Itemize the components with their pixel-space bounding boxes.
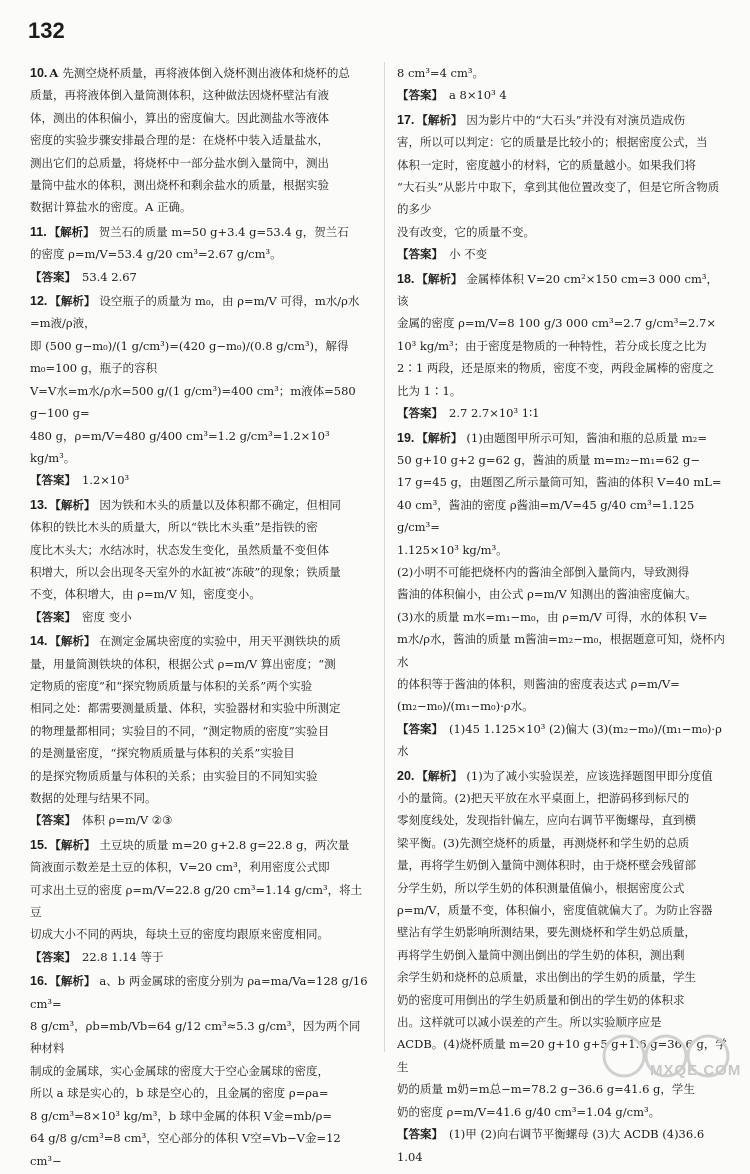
line-text: 奶的密度可用倒出的学生奶质量和倒出的学生奶的体积求 <box>397 992 685 1007</box>
answer-label: 【答案】 <box>30 609 76 624</box>
analysis-tag: 【解析】 <box>49 974 96 989</box>
text-line <box>397 832 727 854</box>
line-text: 没有改变，它的质量不变。 <box>397 224 535 239</box>
answer-label: 【答案】 <box>397 721 443 736</box>
answer-label: 【答案】 <box>397 247 443 262</box>
text-line <box>397 854 727 876</box>
analysis-tag: 【解析】 <box>416 768 463 783</box>
text-line <box>397 109 727 131</box>
line-text: 金属的密度 ρ=m/V=8 100 g/3 000 cm³=2.7 g/cm³=2.7× <box>397 316 716 331</box>
analysis-tag: 【解析】 <box>416 430 463 445</box>
text-line <box>397 809 727 831</box>
line-text: 余学生奶和烧杯的总质量，求出倒出的学生奶的质量，学生 <box>397 970 696 985</box>
line-text: a、b 两金属球的密度分别为 ρa=ma/Va=128 g/16 cm³= <box>30 974 368 1011</box>
line-text: 数据的处理与结果不同。 <box>30 791 157 805</box>
line-text: ACDB。(4)烧杯质量 m=20 g+10 g+5 g+1.6 g=36.6 g，学生 <box>397 1037 727 1074</box>
answer-line <box>30 946 370 968</box>
line-text: 度比木头大；水结冰时，状态发生变化，虽然质量不变但体 <box>30 542 329 557</box>
text-line <box>397 966 727 988</box>
line-text: 的体积等于酱油的体积，则酱油的密度表达式 ρ=m/V= <box>397 676 680 691</box>
text-line <box>30 879 370 924</box>
line-text: 相同之处：都需要测量质量、体积，实验器材和实验中所测定 <box>30 701 341 716</box>
answer-item <box>30 62 370 219</box>
line-text: 奶的密度 ρ=m/V=41.6 g/40 cm³=1.04 g/cm³。 <box>397 1104 661 1119</box>
answer-value: a 8×10³ 4 <box>449 88 507 103</box>
text-line <box>30 1105 370 1127</box>
answer-label: 【答案】 <box>30 813 76 828</box>
line-text: (1)由题图甲所示可知，酱油和瓶的总质量 m₂= <box>466 430 707 445</box>
question-number: 10. <box>30 66 48 80</box>
answer-line <box>397 84 727 106</box>
text-line <box>30 720 370 742</box>
text-line <box>30 221 370 243</box>
text-line <box>397 877 727 899</box>
text-line <box>30 1127 370 1172</box>
analysis-tag: 【解析】 <box>416 271 463 286</box>
line-text: 零刻度线处，发现指针偏左，应向右调节平衡螺母，直到横 <box>397 813 696 828</box>
text-line <box>30 494 370 516</box>
text-line <box>30 765 370 787</box>
line-text: 40 cm³，酱油的密度 ρ酱油=m/V=45 g/40 cm³=1.125 g/cm³= <box>397 497 695 535</box>
line-text: 数据计算盐水的密度。A 正确。 <box>30 200 192 215</box>
line-text: 切成大小不同的两块，每块土豆的密度均跟原来密度相同。 <box>30 927 329 942</box>
answer-value: 1.2×10³ <box>82 473 130 488</box>
line-text: 比为 1∶1。 <box>397 383 462 398</box>
text-line <box>30 653 370 675</box>
answer-line <box>30 606 370 628</box>
line-text: 64 g/8 g/cm³=8 cm³，空心部分的体积 V空=Vb−V金=12 cm³− <box>30 1131 341 1168</box>
text-line <box>30 970 370 1015</box>
text-line <box>30 539 370 561</box>
question-number: 12. <box>30 294 48 309</box>
answer-value: (1)甲 (2)向右调节平衡螺母 (3)大 ACDB (4)36.6 1.04 <box>397 1127 705 1164</box>
line-text: 8 g/cm³=8×10³ kg/m³，b 球中金属的体积 V金=mb/ρ= <box>30 1108 333 1123</box>
answer-line <box>397 1123 727 1168</box>
answer-line <box>397 718 727 763</box>
answer-label: 【答案】 <box>397 88 443 103</box>
line-text: 体，测出的体积偏小，算出的密度偏大。因此测盐水等液体 <box>30 110 329 125</box>
text-line <box>30 196 370 218</box>
text-line <box>30 152 370 174</box>
text-line <box>30 787 370 809</box>
text-line <box>30 84 370 106</box>
line-text: 积增大，所以会出现冬天室外的水缸被“冻破”的现象；铁质量 <box>30 564 341 579</box>
line-text: “大石头”从影片中取下，拿到其他位置改变了，但是它所含物质的多少 <box>397 180 720 217</box>
answer-item <box>30 290 370 492</box>
line-text: (1)为了减小实验误差，应该选择题图甲即分度值 <box>466 768 713 783</box>
analysis-tag: A <box>49 66 59 80</box>
line-text: 奶的质量 m奶=m总−m=78.2 g−36.6 g=41.6 g，学生 <box>397 1082 695 1097</box>
line-text: 50 g+10 g+2 g=62 g，酱油的质量 m=m₂−m₁=62 g− <box>397 452 700 467</box>
text-line <box>397 539 727 561</box>
text-line <box>30 129 370 151</box>
answer-line <box>397 243 727 265</box>
answer-item <box>30 494 370 628</box>
question-number: 17. <box>397 112 415 127</box>
text-line <box>30 675 370 697</box>
line-text: 先测空烧杯质量，再将液体倒入烧杯测出液体和烧杯的总 <box>62 66 350 80</box>
line-text: 可求出土豆的密度 ρ=m/V=22.8 g/20 cm³=1.14 g/cm³，将土豆 <box>30 882 363 920</box>
answer-item <box>397 427 727 763</box>
text-line <box>397 765 727 787</box>
left-column <box>30 62 370 1174</box>
answer-item <box>30 221 370 288</box>
answer-value: 53.4 2.67 <box>82 269 137 284</box>
text-line <box>397 335 727 357</box>
line-text: 的是测量密度，“探究物质质量与体积的关系”实验目 <box>30 746 295 761</box>
text-line <box>30 630 370 652</box>
line-text: 出。这样就可以减小误差的产生。所以实验顺序应是 <box>397 1015 662 1030</box>
answer-label: 【答案】 <box>30 269 76 284</box>
text-line <box>397 62 727 84</box>
line-text: 土豆块的质量 m=20 g+2.8 g=22.8 g，两次量 <box>99 837 350 852</box>
answer-line <box>397 402 727 424</box>
line-text: 梁平衡。(3)先测空烧杯的质量，再测烧杯和学生奶的总质 <box>397 835 690 850</box>
line-text: 不变，体积增大，由 ρ=m/V 知，密度变小。 <box>30 587 261 602</box>
text-line <box>30 425 370 470</box>
answer-item <box>30 630 370 832</box>
line-text: 密度的实验步骤安排最合理的是：在烧杯中装入适量盐水， <box>30 133 329 148</box>
text-line <box>30 583 370 605</box>
answer-item <box>397 62 727 107</box>
text-line <box>30 62 370 84</box>
text-line <box>397 628 727 673</box>
question-number: 15. <box>30 837 48 852</box>
text-line <box>397 380 727 402</box>
text-line <box>30 834 370 856</box>
line-text: (m₂−m₀)/(m₁−m₀)·ρ水。 <box>397 699 534 714</box>
answer-value: 体积 ρ=m/V ②③ <box>82 813 173 828</box>
line-text: 小的量筒。(2)把天平放在水平桌面上，把游码移到标尺的 <box>397 791 690 805</box>
line-text: 定物质的密度”和“探究物质质量与体积的关系”两个实验 <box>30 678 313 693</box>
text-line <box>397 1101 727 1123</box>
line-text: 在测定金属块密度的实验中，用天平测铁块的质 <box>99 634 341 649</box>
question-number: 16. <box>30 974 48 989</box>
question-number: 13. <box>30 497 48 512</box>
line-text: 因为铁和木头的质量以及体积都不确定，但相同 <box>99 497 341 512</box>
text-line <box>397 221 727 243</box>
answer-value: 2.7 2.7×10³ 1∶1 <box>449 406 540 421</box>
text-line <box>30 856 370 878</box>
answer-line <box>30 809 370 831</box>
answer-label: 【答案】 <box>397 406 443 421</box>
column-divider <box>384 62 385 1052</box>
text-line <box>30 561 370 583</box>
text-line <box>397 357 727 379</box>
line-text: 17 g=45 g，由题图乙所示量筒可知，酱油的体积 V=40 mL= <box>397 475 722 490</box>
line-text: 的密度 ρ=m/V=53.4 g/20 cm³=2.67 g/cm³。 <box>30 247 282 262</box>
analysis-tag: 【解析】 <box>416 112 463 127</box>
text-line <box>397 176 727 221</box>
text-line <box>397 427 727 449</box>
text-line <box>397 312 727 334</box>
line-text: 体积一定时，密度越小的材料，它的质量越小。如果我们将 <box>397 157 696 172</box>
line-text: ρ=m/V，质量不变，体积偏小，密度值就偏大了。为防止容器 <box>397 903 713 918</box>
line-text: 10³ kg/m³；由于密度是物质的一种特性，若分成长度之比为 <box>397 338 707 353</box>
right-column <box>397 62 727 1170</box>
text-line <box>30 1082 370 1104</box>
answer-item <box>397 109 727 266</box>
question-number: 14. <box>30 634 48 649</box>
text-line <box>397 471 727 493</box>
answer-item <box>30 970 370 1172</box>
text-line <box>397 494 727 539</box>
text-line <box>397 583 727 605</box>
text-line <box>30 290 370 335</box>
analysis-tag: 【解析】 <box>49 497 96 512</box>
text-line <box>397 449 727 471</box>
line-text: (2)小明不可能把烧杯内的酱油全部倒入量筒内，导致测得 <box>397 564 690 579</box>
line-text: 8 g/cm³，ρb=mb/Vb=64 g/12 cm³≈5.3 g/cm³，因为两个同种材料 <box>30 1019 361 1056</box>
line-text: 测出它们的总质量，将烧杯中一部分盐水倒入量筒中，测出 <box>30 155 329 170</box>
line-text: 1.125×10³ kg/m³。 <box>397 542 508 557</box>
answer-value: 小 不变 <box>449 247 488 262</box>
line-text: 所以 a 球是实心的，b 球是空心的，且金属的密度 ρ=ρa= <box>30 1086 329 1101</box>
line-text: 480 g，ρ=m/V=480 g/400 cm³=1.2 g/cm³=1.2×10³ kg/m³。 <box>30 428 330 465</box>
line-text: (3)水的质量 m水=m₁−m₀，由 ρ=m/V 可得，水的体积 V= <box>397 609 708 624</box>
text-line <box>397 899 727 921</box>
line-text: 壁沾有学生奶影响所测结果，要先测烧杯和学生奶总质量， <box>397 925 696 940</box>
line-text: 8 cm³=4 cm³。 <box>397 66 484 80</box>
page-number: 132 <box>28 18 65 43</box>
question-number: 18. <box>397 271 415 286</box>
text-line <box>397 695 727 717</box>
text-line <box>397 561 727 583</box>
line-text: 质量，再将液体倒入量筒测体积，这种做法因烧杯壁沾有液 <box>30 88 329 103</box>
line-text: 贺兰石的质量 m=50 g+3.4 g=53.4 g，贺兰石 <box>98 224 349 239</box>
line-text: 制成的金属球，实心金属球的密度大于空心金属球的密度， <box>30 1063 329 1078</box>
line-text: 即 (500 g−m₀)/(1 g/cm³)=(420 g−m₀)/(0.8 g/cm³)，解得 m₀=100 g，瓶子的容积 <box>30 338 349 376</box>
text-line <box>397 787 727 809</box>
text-line <box>30 335 370 380</box>
line-text: 的是探究物质质量与体积的关系；由实验目的不同知实验 <box>30 768 318 783</box>
line-text: 金属棒体积 V=20 cm²×150 cm=3 000 cm³，该 <box>397 271 718 309</box>
text-line <box>30 1060 370 1082</box>
text-line <box>30 742 370 764</box>
text-line <box>397 131 727 153</box>
text-line <box>30 516 370 538</box>
answer-value: 密度 变小 <box>82 609 132 624</box>
text-line <box>397 268 727 313</box>
answer-value: (1)45 1.125×10³ (2)偏大 (3)(m₂−m₀)/(m₁−m₀)·ρ水 <box>397 721 722 759</box>
text-line <box>397 989 727 1011</box>
text-line <box>30 243 370 265</box>
question-number: 11. <box>30 224 47 239</box>
line-text: 酱油的体积偏小，由公式 ρ=m/V 知测出的酱油密度偏大。 <box>397 587 697 602</box>
answer-item <box>397 765 727 1168</box>
analysis-tag: 【解析】 <box>49 634 96 649</box>
text-line <box>30 380 370 425</box>
line-text: 筒液面示数差是土豆的体积，V=20 cm³，利用密度公式即 <box>30 860 330 875</box>
line-text: 分学生奶，所以学生奶的体积测量值偏小，根据密度公式 <box>397 880 685 895</box>
answer-value: 22.8 1.14 等于 <box>82 949 164 964</box>
line-text: 量，用量筒测铁块的体积，根据公式 ρ=m/V 算出密度；“测 <box>30 656 336 671</box>
answer-label: 【答案】 <box>397 1127 443 1142</box>
answer-label: 【答案】 <box>30 473 76 488</box>
line-text: 害，所以可以判定：它的质量是比较小的；根据密度公式，当 <box>397 135 708 150</box>
text-line <box>30 1015 370 1060</box>
line-text: 量筒中盐水的体积，测出烧杯和剩余盐水的质量，根据实验 <box>30 178 329 193</box>
analysis-tag: 【解析】 <box>49 837 96 852</box>
question-number: 19. <box>397 430 415 445</box>
text-line <box>397 921 727 943</box>
text-line <box>30 697 370 719</box>
answer-item <box>30 834 370 968</box>
analysis-tag: 【解析】 <box>49 294 96 309</box>
answer-item <box>397 268 727 425</box>
text-line <box>397 673 727 695</box>
line-text: 体积的铁比木头的质量大，所以“铁比木头重”是指铁的密 <box>30 520 318 535</box>
watermark-text: MXQE.COM <box>650 1062 742 1079</box>
answer-line <box>30 469 370 491</box>
answer-line <box>30 266 370 288</box>
question-number: 20. <box>397 768 415 783</box>
line-text: 因为影片中的“大石头”并没有对演员造成伤 <box>466 112 686 127</box>
text-line <box>397 944 727 966</box>
text-line <box>30 174 370 196</box>
line-text: 2∶1 两段，还是原来的物质，密度不变，两段金属棒的密度之 <box>397 361 715 376</box>
text-line <box>397 154 727 176</box>
text-line <box>30 923 370 945</box>
analysis-tag: 【解析】 <box>48 224 95 239</box>
line-text: 再将学生奶倒入量筒中测出倒出的学生奶的体积，测出剩 <box>397 947 685 962</box>
text-line <box>30 107 370 129</box>
line-text: 设空瓶子的质量为 m₀，由 ρ=m/V 可得，m水/ρ水=m液/ρ液， <box>30 294 360 331</box>
line-text: m水/ρ水，酱油的质量 m酱油=m₂−m₀，根据题意可知，烧杯内水 <box>397 632 725 669</box>
line-text: V=V水=m水/ρ水=500 g/(1 g/cm³)=400 cm³；m液体=580 g−100 g= <box>30 383 356 421</box>
text-line <box>397 606 727 628</box>
line-text: 量，再将学生奶倒入量筒中测体积时，由于烧杯壁会残留部 <box>397 858 696 873</box>
answer-label: 【答案】 <box>30 949 76 964</box>
line-text: 的物理量都相同；实验目的不同，“测定物质的密度”实验目 <box>30 723 330 738</box>
